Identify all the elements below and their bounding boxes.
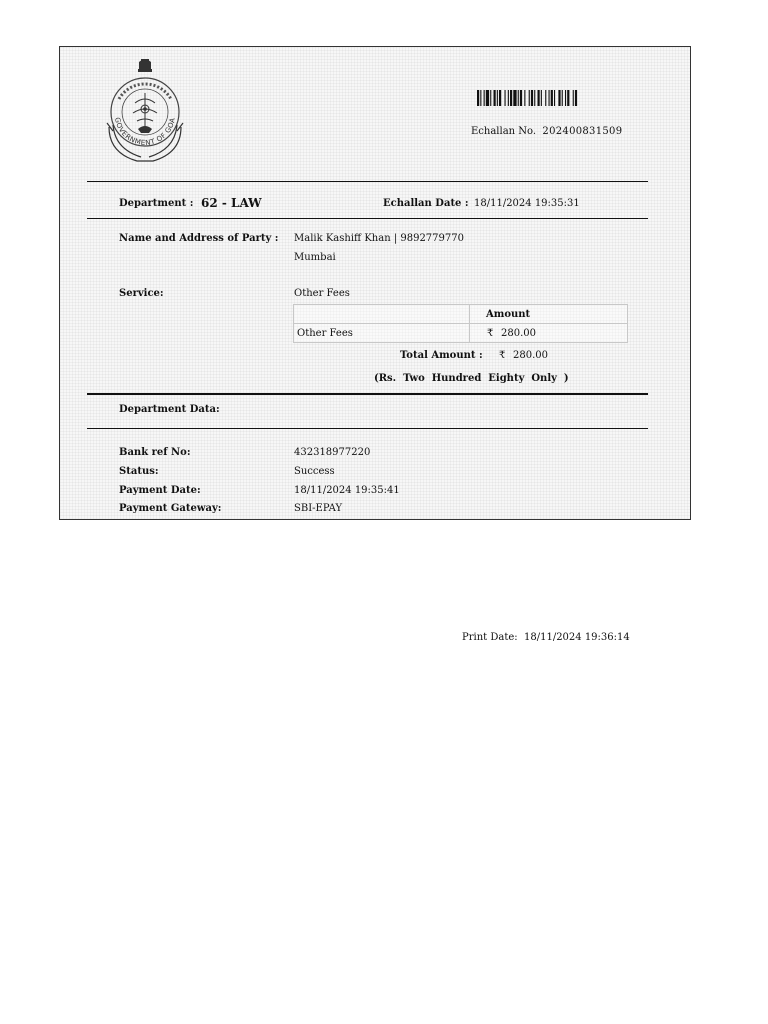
barcode-bar xyxy=(490,90,491,106)
department-value: 62 - LAW xyxy=(201,196,262,210)
barcode-bar xyxy=(549,90,550,106)
fee-table xyxy=(293,304,628,343)
barcode-bar xyxy=(508,90,509,106)
amount-in-words: (Rs. Two Hundred Eighty Only ) xyxy=(374,373,569,384)
barcode-bar xyxy=(524,90,525,106)
department-data-label: Department Data: xyxy=(119,404,220,415)
echallan-number: Echallan No. 202400831509 xyxy=(471,126,623,137)
fee-row-label: Other Fees xyxy=(294,324,470,343)
total-amount-label: Total Amount : xyxy=(400,350,483,361)
echallan-date-label: Echallan Date : xyxy=(383,198,469,209)
barcode-icon xyxy=(477,90,617,106)
service-value: Other Fees xyxy=(294,288,350,299)
barcode-bar xyxy=(541,90,542,106)
barcode-bar xyxy=(505,90,506,106)
echallan-date-value: 18/11/2024 19:35:31 xyxy=(474,198,580,209)
payment-date-label: Payment Date: xyxy=(119,485,201,496)
barcode-bar xyxy=(575,90,577,106)
divider xyxy=(87,428,648,429)
party-address: Mumbai xyxy=(294,252,336,263)
barcode-bar xyxy=(480,90,481,106)
barcode-bar xyxy=(531,90,533,106)
barcode-bar xyxy=(499,90,501,106)
status-value: Success xyxy=(294,466,335,477)
divider xyxy=(87,218,648,219)
barcode-bar xyxy=(567,90,569,106)
fee-row-amount: ₹ 280.00 xyxy=(470,324,628,343)
barcode-bar xyxy=(562,90,563,106)
barcode-bar xyxy=(554,90,555,106)
barcode-bar xyxy=(510,90,512,106)
department-label: Department : xyxy=(119,198,194,209)
government-of-goa-emblem-icon xyxy=(105,57,185,167)
table-header-row xyxy=(294,305,628,324)
barcode-bar xyxy=(551,90,553,106)
total-amount-value: ₹ 280.00 xyxy=(499,350,548,361)
divider xyxy=(87,181,648,182)
payment-gateway-value: SBI-EPAY xyxy=(294,503,343,514)
barcode-bar xyxy=(573,90,574,106)
barcode-bar xyxy=(518,90,519,106)
divider xyxy=(87,393,648,395)
barcode-bar xyxy=(477,90,479,106)
barcode-bar xyxy=(565,90,566,106)
table-cell xyxy=(294,305,470,324)
amount-header: Amount xyxy=(470,305,628,324)
table-row xyxy=(294,324,628,343)
payment-gateway-label: Payment Gateway: xyxy=(119,503,222,514)
rupee-symbol: ₹ xyxy=(487,327,494,339)
barcode-bar xyxy=(534,90,535,106)
bank-ref-label: Bank ref No: xyxy=(119,447,191,458)
status-label: Status: xyxy=(119,466,159,477)
barcode-bar xyxy=(484,90,485,106)
barcode-bar xyxy=(558,90,560,106)
barcode-bar xyxy=(513,90,516,106)
barcode-bar xyxy=(497,90,498,106)
party-label: Name and Address of Party : xyxy=(119,233,279,244)
barcode-bar xyxy=(538,90,540,106)
barcode-bar xyxy=(486,90,489,106)
barcode-bar xyxy=(520,90,522,106)
barcode-bar xyxy=(529,90,530,106)
payment-date-value: 18/11/2024 19:35:41 xyxy=(294,485,400,496)
echallan-receipt xyxy=(59,46,691,520)
barcode-bar xyxy=(494,90,496,106)
party-name: Malik Kashiff Khan | 9892779770 xyxy=(294,233,464,244)
barcode-bar xyxy=(545,90,546,106)
bank-ref-value: 432318977220 xyxy=(294,447,371,458)
print-date: Print Date: 18/11/2024 19:36:14 xyxy=(462,632,630,643)
svg-text:GOVERNMENT OF GOA: GOVERNMENT OF GOA xyxy=(113,116,177,148)
service-label: Service: xyxy=(119,288,164,299)
